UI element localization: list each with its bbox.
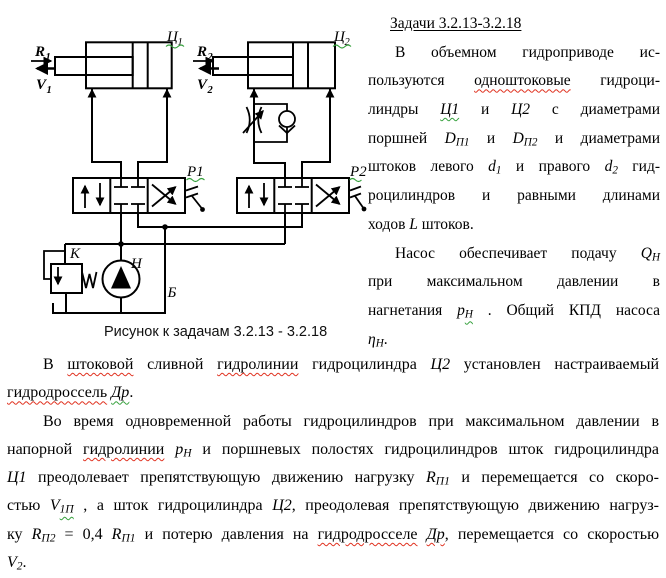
text-segment: . <box>22 554 27 572</box>
text-segment: Q <box>640 244 652 262</box>
text-line <box>7 408 659 436</box>
cylinder-c2 <box>213 42 335 98</box>
text-segment: , преодолевая препятствующую движению нагруз- <box>291 497 659 515</box>
text-segment: и диаметрами <box>537 129 661 147</box>
cross-arrow-icon <box>152 187 176 207</box>
valve-p1-closed-center <box>114 178 145 213</box>
text-segment: поршней <box>368 129 445 147</box>
text-segment: D <box>444 129 456 147</box>
text-segment: гидролинии <box>83 440 165 458</box>
label-c2: Ц <box>334 29 345 45</box>
text-segment: p <box>457 301 465 319</box>
text-segment: установлен настраиваемый <box>450 356 660 373</box>
text-segment: и потерю давления на <box>135 525 318 543</box>
label-v2: V <box>197 77 208 93</box>
text-line <box>368 211 660 240</box>
text-segment: η <box>368 330 376 348</box>
cross-arrow-icon <box>152 185 176 205</box>
text-segment: Во время одновременной работы гидроцилиндров при максимальном давлении в <box>43 412 659 430</box>
valve-p2-body <box>237 178 349 213</box>
throttle-check-valve <box>243 104 295 142</box>
valve-p2 <box>237 178 366 213</box>
text-segment: и <box>469 129 513 147</box>
text-segment: D <box>512 129 524 147</box>
cross-arrow-icon <box>316 187 340 207</box>
text-segment: , а шток гидроцилиндра <box>73 497 273 515</box>
valve-p1-lever-icon <box>186 187 205 212</box>
text-segment: 1 <box>495 164 502 177</box>
throttle-arc2 <box>258 107 261 133</box>
text-line <box>7 379 659 407</box>
text-line <box>7 549 659 577</box>
text-segment: 1П <box>59 504 74 517</box>
return-line <box>138 213 302 227</box>
text-segment: при максимальном давлении в <box>368 273 660 291</box>
text-segment: нагнетания <box>368 301 458 319</box>
relief-valve-body <box>51 264 82 293</box>
text-segment: П1 <box>121 532 136 545</box>
text-segment: Ц2 <box>511 101 531 119</box>
text-segment: L <box>409 215 418 233</box>
text-line <box>7 492 659 520</box>
cross-arrow-icon <box>316 185 340 205</box>
problems-title <box>368 10 660 39</box>
text-segment: преодолевает препятствующую движению нагрузку <box>26 469 426 487</box>
label-c1-sub: 1 <box>177 37 183 48</box>
text-segment: , перемещается со скоростью <box>444 525 660 543</box>
bypass-branch <box>254 104 287 111</box>
text-segment: гидроцилиндра <box>298 356 431 373</box>
text-segment: Ц2 <box>272 497 292 515</box>
label-b: Б <box>167 285 177 301</box>
text-segment <box>418 526 427 543</box>
text-segment: и поршневых полостях гидроцилиндров шток гидроцилиндра <box>191 440 660 458</box>
figure-caption: Рисунок к задачам 3.2.13 - 3.2.18 <box>104 324 328 340</box>
text-line <box>7 464 659 492</box>
label-r2: R <box>197 44 208 60</box>
text-line <box>368 268 660 297</box>
text-line <box>7 436 659 464</box>
text-segment: R <box>111 525 122 543</box>
text-segment: Ц1 <box>7 469 27 487</box>
text-segment: . <box>129 384 134 402</box>
check-valve-icon <box>279 111 295 127</box>
piping <box>65 88 330 313</box>
text-segment: d <box>604 158 613 176</box>
text-segment: стью <box>7 497 50 515</box>
text-segment: 2 <box>612 164 618 177</box>
text-segment: Н <box>651 250 660 263</box>
cylinder-c1-rod <box>55 57 133 75</box>
cylinder-c1-body <box>86 42 172 88</box>
valve-p2-lever-icon <box>350 187 366 212</box>
text-segment: П1 <box>435 475 450 488</box>
text-segment: и перемещается со скоро- <box>449 469 660 487</box>
text-segment: В объемном гидроприводе ис- <box>395 43 660 61</box>
junction-dot <box>118 241 124 247</box>
label-v1: V <box>36 77 47 93</box>
tank-symbol <box>53 303 165 313</box>
text-segment: П2 <box>41 532 56 545</box>
text-line <box>368 240 660 269</box>
text-segment: и <box>459 101 512 119</box>
cylinder-c1 <box>55 42 172 98</box>
text-segment: 2 <box>16 560 23 573</box>
text-line <box>368 96 660 125</box>
junction-dot <box>162 224 168 230</box>
line-c2-piston-side <box>302 88 330 178</box>
label-p1: Р1 <box>187 164 204 180</box>
text-segment: линдры <box>368 101 441 119</box>
text-segment: штоков левого <box>368 158 489 176</box>
label-n: Н <box>131 256 142 272</box>
text-segment: пользуются <box>368 72 475 90</box>
text-line <box>368 153 660 182</box>
load-arrows-c2 <box>193 61 219 69</box>
text-segment: сливной <box>133 356 218 373</box>
text-segment: p <box>175 440 184 458</box>
text-segment: V <box>49 497 60 515</box>
text-segment: Задачи 3.2.13-3.2.18 <box>390 15 522 32</box>
text-segment: гидролинии <box>217 356 299 373</box>
text-segment: . Общий КПД насоса <box>472 301 660 319</box>
valve-p1-body <box>73 178 185 213</box>
text-segment: V <box>7 554 17 572</box>
label-p2: Р2 <box>350 164 367 180</box>
line-c2-rod-side <box>254 88 285 178</box>
load-arrows-c1 <box>31 61 56 69</box>
text-segment: штоков. <box>417 215 474 233</box>
pump-triangle-icon <box>111 266 131 289</box>
text-segment: R <box>426 469 436 487</box>
text-line <box>7 351 659 379</box>
label-r1: R <box>35 44 46 60</box>
text-segment: R <box>31 525 42 543</box>
hydraulic-schematic <box>0 0 368 346</box>
text-segment: В <box>43 356 68 373</box>
text-segment: = 0,4 <box>55 525 112 543</box>
label-c2-sub: 2 <box>344 37 350 48</box>
label-c1: Ц <box>167 29 178 45</box>
text-segment: гид- <box>617 158 660 176</box>
text-segment: Насос обеспечивает подачу <box>395 244 641 262</box>
label-v1-sub: 1 <box>46 85 52 96</box>
text-segment: напорной <box>7 440 84 458</box>
cylinder-c2-body <box>248 42 335 88</box>
text-segment: d <box>488 158 496 176</box>
text-segment: штоковой <box>67 356 134 373</box>
text-segment <box>164 441 175 458</box>
bottom-paragraphs <box>7 351 659 577</box>
text-segment: одноштоковые <box>474 72 571 90</box>
line-c1-rod-side <box>92 88 121 178</box>
text-line <box>368 297 660 326</box>
text-line <box>368 326 660 355</box>
text-segment: П2 <box>523 136 538 149</box>
text-line <box>368 182 660 211</box>
text-segment: . <box>383 330 388 348</box>
text-segment: ходов <box>368 215 410 233</box>
problem-text-column <box>368 10 660 354</box>
text-segment: гидроци- <box>570 72 660 90</box>
label-r1-sub: 1 <box>45 52 51 63</box>
text-line <box>368 67 660 96</box>
text-segment: Ц2 <box>430 356 451 373</box>
text-segment: Н <box>375 337 384 350</box>
text-segment: гидродроссель <box>7 384 108 402</box>
text-segment: и правого <box>501 158 605 176</box>
text-line <box>368 39 660 68</box>
valve-p2-closed-center <box>278 178 309 213</box>
text-segment: ку <box>7 525 32 543</box>
text-segment: П1 <box>455 136 470 149</box>
spring-icon <box>82 272 97 288</box>
tank <box>53 303 165 313</box>
label-k: К <box>70 246 80 262</box>
text-segment: Н <box>183 447 192 460</box>
text-segment: с диаметрами <box>530 101 661 119</box>
text-segment: роцилиндров и равными длинами <box>368 187 660 205</box>
text-line <box>7 521 659 549</box>
text-segment: гидродросселе <box>317 525 418 543</box>
valve-p1 <box>73 178 205 213</box>
text-segment: Др <box>426 525 445 543</box>
text-segment: Др <box>111 384 130 402</box>
cylinder-c2-rod <box>213 57 293 75</box>
text-segment: Н <box>464 308 473 321</box>
label-r2-sub: 2 <box>207 52 213 63</box>
line-c1-piston-side <box>138 88 167 178</box>
text-segment: Ц1 <box>440 101 460 119</box>
label-v2-sub: 2 <box>207 85 213 96</box>
text-line <box>368 125 660 154</box>
